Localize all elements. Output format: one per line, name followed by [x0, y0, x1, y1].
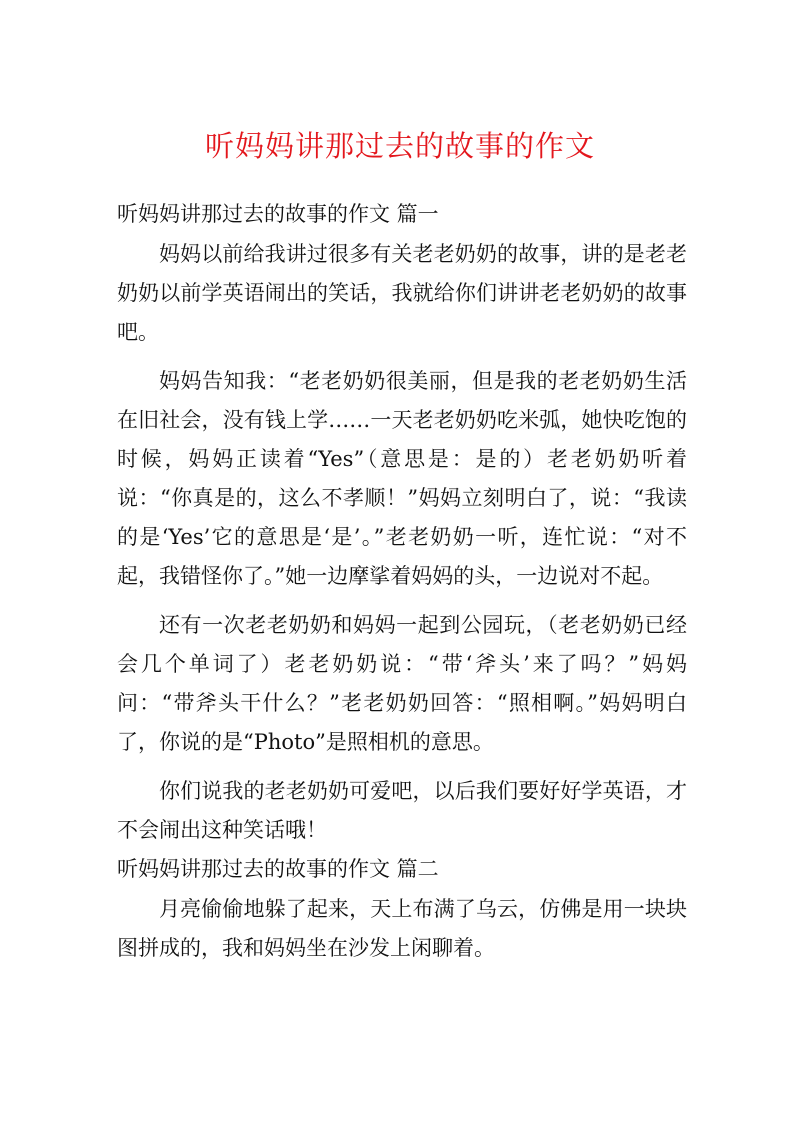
section-heading-2: 听妈妈讲那过去的故事的作文 篇二 [117, 857, 439, 881]
document-title: 听妈妈讲那过去的故事的作文 [204, 129, 595, 163]
document-body [117, 195, 687, 978]
paragraph: 还有一次老老奶奶和妈妈一起到公园玩，（老老奶奶已经会几个单词了）老老奶奶说：“带‘斧头’来了吗？”妈妈问：“带斧头干什么？”老老奶奶回答：“照相啊。”妈妈明白了，你说的是“Photo”是照相机的意思。 [117, 613, 687, 754]
paragraph: 你们说我的老老奶奶可爱吧，以后我们要好好学英语，才不会闹出这种笑话哦！ [117, 779, 687, 842]
paragraph: 妈妈以前给我讲过很多有关老老奶奶的故事，讲的是老老奶奶以前学英语闹出的笑话，我就给你们讲讲老老奶奶的故事吧。 [117, 242, 687, 344]
paragraph: 月亮偷偷地躲了起来，天上布满了乌云，仿佛是用一块块图拼成的，我和妈妈坐在沙发上闲聊着。 [117, 897, 687, 960]
section-heading-1: 听妈妈讲那过去的故事的作文 篇一 [117, 202, 439, 226]
paragraph: 妈妈告知我：“老老奶奶很美丽，但是我的老老奶奶生活在旧社会，没有钱上学……一天老老奶奶吃米弧，她快吃饱的时候，妈妈正读着“Yes”（意思是：是的）老老奶奶听着说：“你真是的，这么不孝顺！”妈妈立刻明白了，说：“我读的是‘Yes’它的意思是‘是’。”老老奶奶一听，连忙说：“对不起，我错怪你了。”她一边摩挲着妈妈的头，一边说对不起。 [117, 369, 687, 588]
